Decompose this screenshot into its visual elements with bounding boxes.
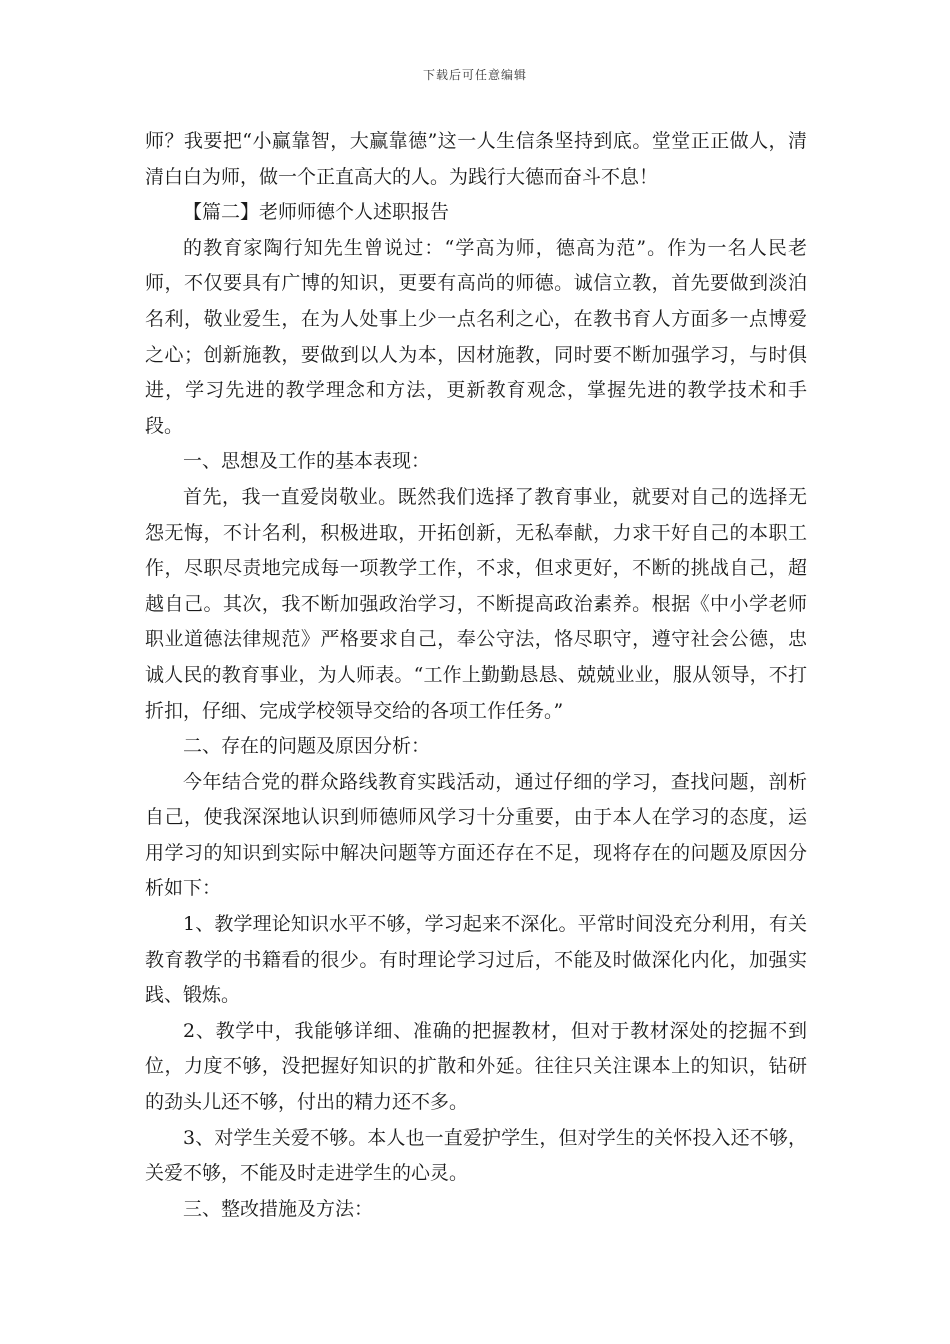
heading-basic-performance: 一、思想及工作的基本表现： [183, 450, 431, 473]
section-heading-part-two: 【篇二】老师师德个人述职报告 [183, 201, 450, 224]
paragraph-tao-xingzhi-quote: 的教育家陶行知先生曾说过：“学高为师，德高为范”。作为一名人民老师，不仅要具有广博的知识，更要有高尚的师德。诚信立教，首先要做到淡泊名利，敬业爱生，在为人处事上少一点名利之心，在教书育人方面多一点博爱之心；创新施教，要做到以人为本，因材施教，同时要不断加强学习，与时俱进，学习先进的教学理念和方法，更新教育观念，掌握先进的教学技术和手段。 [145, 236, 807, 437]
heading-rectification-measures: 三、整改措施及方法： [183, 1197, 374, 1220]
paragraph-self-examination: 今年结合党的群众路线教育实践活动，通过仔细的学习，查找问题，剖析自己，使我深深地认识到师德师风学习十分重要，由于本人在学习的态度，运用学习的知识到实际中解决问题等方面还存在不足，现将存在的问题及原因分析如下： [145, 770, 807, 900]
list-item-problem-2: 2、教学中，我能够详细、准确的把握教材，但对于教材深处的挖掘不到位，力度不够，没把握好知识的扩散和外延。往往只关注课本上的知识，钻研的劲头儿还不够，付出的精力还不多。 [145, 1019, 807, 1114]
document-body [145, 124, 807, 1227]
page-header: 下载后可任意编辑 [422, 68, 527, 82]
list-item-problem-3: 3、对学生关爱不够。本人也一直爱护学生，但对学生的关怀投入还不够，关爱不够，不能及时走进学生的心灵。 [145, 1126, 807, 1185]
list-item-problem-1: 1、教学理论知识水平不够，学习起来不深化。平常时间没充分利用，有关教育教学的书籍看的很少。有时理论学习过后，不能及时做深化内化，加强实践、锻炼。 [145, 913, 807, 1007]
heading-problems-analysis: 二、存在的问题及原因分析： [183, 735, 431, 758]
paragraph-dedication: 首先，我一直爱岗敬业。既然我们选择了教育事业，就要对自己的选择无怨无悔，不计名利，积极进取，开拓创新，无私奉献，力求干好自己的本职工作，尽职尽责地完成每一项教学工作，不求，但求更好，不断的挑战自己，超越自己。其次，我不断加强政治学习，不断提高政治素养。根据《中小学老师职业道德法律规范》严格要求自己，奉公守法，恪尽职守，遵守社会公德，忠诚人民的教育事业，为人师表。“工作上勤勤恳恳、兢兢业业，服从领导，不打折扣，仔细、完成学校领导交给的各项工作任务。” [145, 485, 807, 722]
paragraph-intro-ending: 师？我要把“小赢靠智，大赢靠德”这一人生信条坚持到底。堂堂正正做人，清清白白为师，做一个正直高大的人。为践行大德而奋斗不息！ [145, 130, 807, 188]
